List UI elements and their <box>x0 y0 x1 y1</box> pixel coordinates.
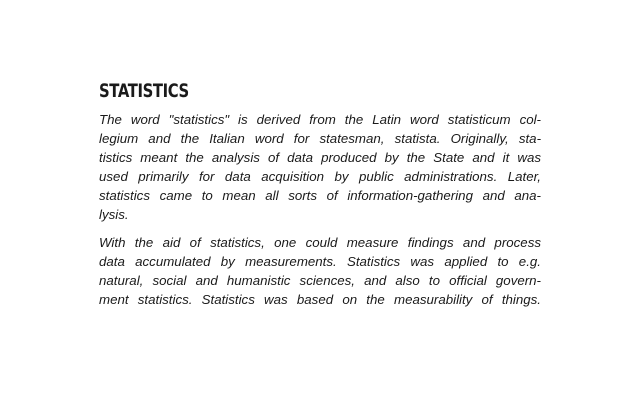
paragraph-2 <box>99 233 541 309</box>
paragraph-line: used primarily for data acquisition by public administrations. Later, <box>99 169 541 184</box>
section-heading: STATISTICS <box>99 80 189 102</box>
paragraph-line: data accumulated by measurements. Statistics was applied to e.g. <box>99 254 541 269</box>
paragraph-line: The word "statistics" is derived from the Latin word statisticum col- <box>99 112 541 127</box>
paragraph-line: With the aid of statistics, one could measure findings and process <box>99 235 541 250</box>
paragraph-1 <box>99 110 541 224</box>
paragraph-line: tistics meant the analysis of data produced by the State and it was <box>99 150 541 165</box>
paragraph-line: legium and the Italian word for statesman, statista. Originally, sta- <box>99 131 541 146</box>
paragraph-line: ment statistics. Statistics was based on the measurability of things. <box>99 292 541 307</box>
paragraph-line: statistics came to mean all sorts of information-gathering and ana- <box>99 188 541 203</box>
paragraph-line: natural, social and humanistic sciences, and also to official govern- <box>99 273 541 288</box>
paragraph-line: lysis. <box>99 207 129 222</box>
